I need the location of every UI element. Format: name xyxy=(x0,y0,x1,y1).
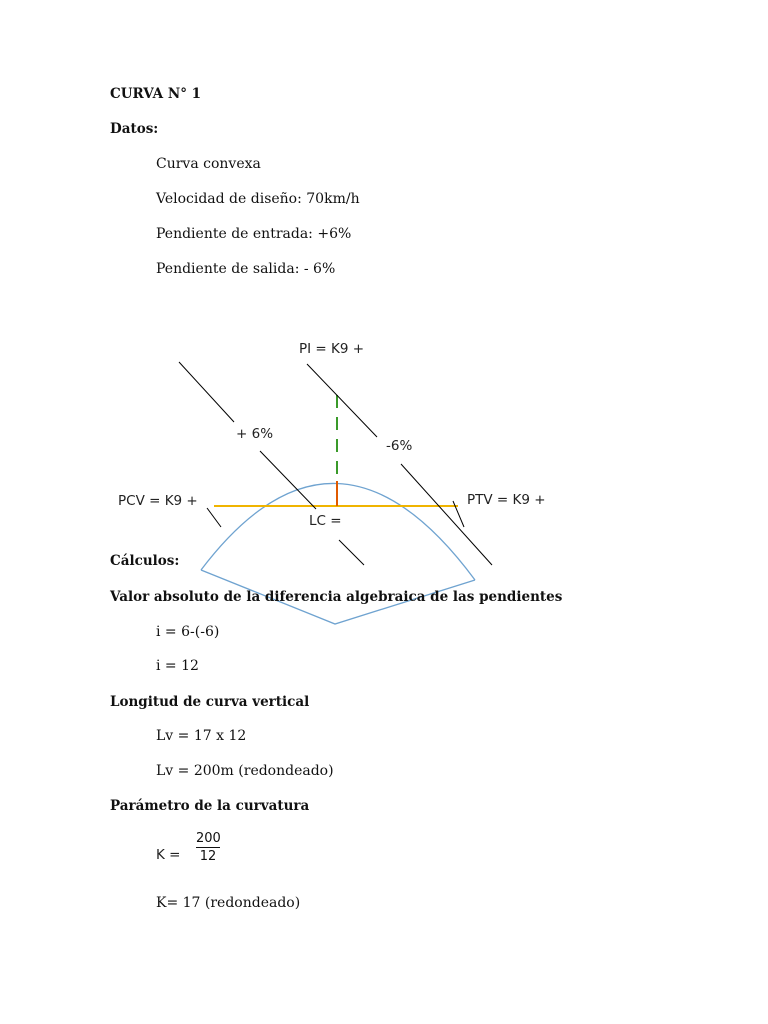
exit-tangent-upper xyxy=(307,364,377,437)
entry-tangent-lower xyxy=(260,451,316,509)
k-fraction xyxy=(196,831,220,864)
datos-item-curve-type: Curva convexa xyxy=(156,156,261,172)
lv-heading: Longitud de curva vertical xyxy=(110,694,310,710)
lv-expression: Lv = 17 x 12 xyxy=(156,728,247,744)
ptv-label: PTV = K9 + xyxy=(467,492,546,508)
k-value: K= 17 (redondeado) xyxy=(156,895,301,911)
k-label: K = xyxy=(156,847,181,863)
pcv-label: PCV = K9 + xyxy=(118,493,198,509)
pi-label: PI = K9 + xyxy=(299,341,365,357)
page-title: CURVA N° 1 xyxy=(110,86,202,102)
diff-heading: Valor absoluto de la diferencia algebraica de las pendientes xyxy=(110,589,563,605)
datos-heading: Datos: xyxy=(110,121,159,137)
slope-out-label: -6% xyxy=(386,438,413,454)
k-numerator: 200 xyxy=(196,831,221,846)
entry-tangent-upper xyxy=(179,362,234,422)
slope-in-label: + 6% xyxy=(236,426,274,442)
datos-item-entry-slope: Pendiente de entrada: +6% xyxy=(156,226,352,242)
exit-tangent-lower xyxy=(401,464,492,565)
calculos-heading: Cálculos: xyxy=(110,553,180,569)
i-value: i = 12 xyxy=(156,658,199,674)
lv-value: Lv = 200m (redondeado) xyxy=(156,763,334,779)
i-expression: i = 6-(-6) xyxy=(156,624,220,640)
k-heading: Parámetro de la curvatura xyxy=(110,798,310,814)
datos-item-design-speed: Velocidad de diseño: 70km/h xyxy=(156,191,360,207)
k-denominator: 12 xyxy=(199,849,217,864)
datos-item-exit-slope: Pendiente de salida: - 6% xyxy=(156,261,336,277)
pcv-tick-line xyxy=(207,508,221,527)
lc-label: LC = xyxy=(309,513,342,529)
lc-pointer-line xyxy=(339,540,364,565)
